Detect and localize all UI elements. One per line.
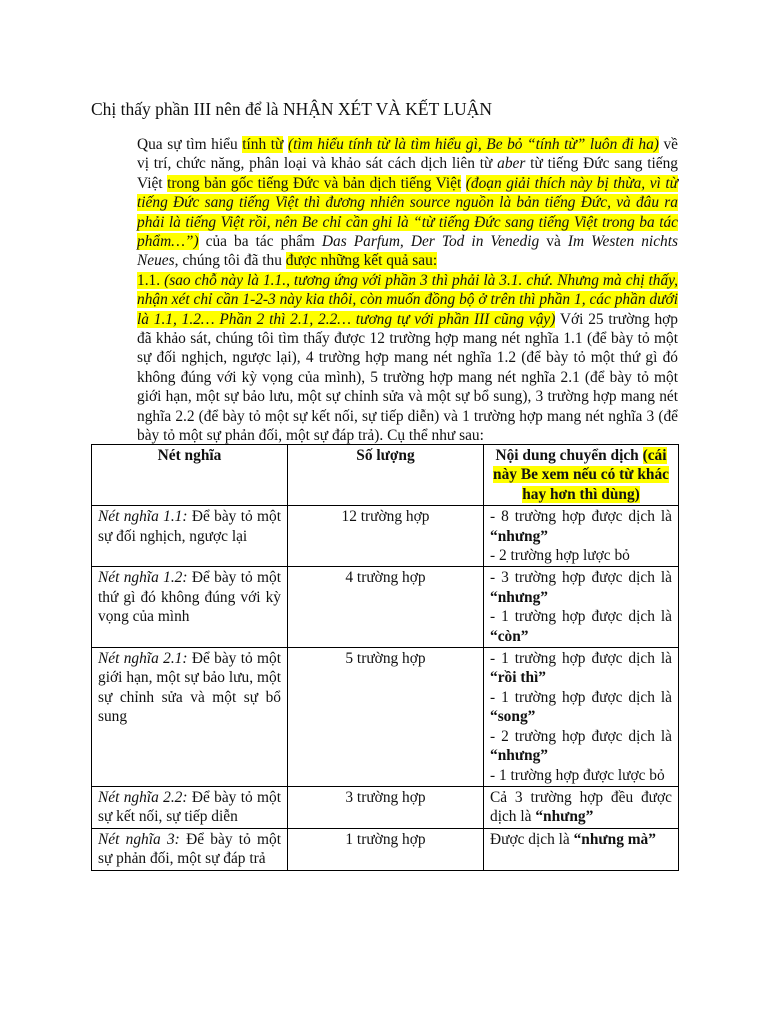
paragraph-results bbox=[91, 271, 678, 446]
intro-works-title-2: Im Westen nichts Neues bbox=[137, 233, 678, 270]
results-number: 1.1. bbox=[137, 271, 161, 289]
meaning-label: Nét nghĩa 1.1: bbox=[98, 508, 188, 526]
translation-term: “song” bbox=[490, 708, 536, 726]
translation-text: Cả 3 trường hợp đều được dịch là bbox=[490, 788, 672, 826]
intro-text-1: Qua sự tìm hiểu bbox=[137, 136, 243, 153]
header-count: Số lượng bbox=[288, 445, 484, 506]
header-translation-comment: (cái này Be xem nếu có từ khác hay hơn thì dùng) bbox=[493, 447, 669, 503]
translation-line: - 2 trường hợp lược bỏ bbox=[490, 547, 630, 565]
table-row bbox=[92, 828, 679, 870]
meaning-desc: Để bày tỏ một sự kết nối, sự tiếp diễn bbox=[98, 788, 281, 826]
table-row bbox=[92, 786, 679, 828]
translation-line bbox=[490, 649, 672, 688]
translation-cell bbox=[484, 786, 679, 828]
translation-term: “nhưng” bbox=[535, 808, 594, 826]
results-text: Với 25 trường hợp đã khảo sát, chúng tôi tìm thấy được 12 trường hợp mang nét nghĩa 1.1 (để bày tỏ một sự đối nghịch, ngược lại), 4 trường hợp mang nét nghĩa 1.2 (để bày tỏ một thứ gì đó không đúng với kỳ vọng của mình), 5 trường hợp mang nét nghĩa 2.1 (để bày tỏ một giới hạn, một sự bảo lưu, một sự chỉnh sửa và một sự bổ sung), 3 trường hợp mang nét nghĩa 2.2 (để bày tỏ một sự kết nối, sự tiếp diễn) và 1 trường hợp mang nét nghĩa 3 (để bày tỏ một sự phản đối, một sự đáp trả). Cụ thể như sau: bbox=[137, 310, 678, 445]
translation-term: “nhưng” bbox=[490, 527, 549, 545]
translation-text: - 2 trường hợp được dịch là bbox=[490, 727, 672, 745]
count-cell: 3 trường hợp bbox=[288, 786, 484, 828]
meaning-label: Nét nghĩa 3: bbox=[98, 830, 180, 848]
translation-line bbox=[490, 507, 672, 546]
translation-term: “nhưng” bbox=[490, 588, 549, 606]
count-cell: 1 trường hợp bbox=[288, 828, 484, 870]
meaning-desc: Để bày tỏ một thứ gì đó không đúng với kỳ vọng của mình bbox=[98, 569, 281, 626]
meaning-label: Nét nghĩa 1.2: bbox=[98, 569, 188, 587]
count-cell: 12 trường hợp bbox=[288, 506, 484, 567]
translation-text: - 1 trường hợp được dịch là bbox=[490, 650, 672, 668]
intro-text-6: , chúng tôi đã thu bbox=[174, 252, 286, 270]
translation-line bbox=[490, 568, 672, 607]
intro-text-5: và bbox=[539, 233, 568, 251]
results-comment: (sao chỗ này là 1.1., tương ứng với phần 3 thì phải là 3.1. chứ. Nhưng mà chị thấy, nhận xét chỉ cần 1-2-3 này kia thôi, còn muốn đồng bộ ở trên thì phần 1, các phần dưới là 1.1, 1.2… Phần 2 thì 2.1, 2.2… tương tự với phần III cũng vậy) bbox=[137, 271, 678, 328]
translation-line bbox=[490, 607, 672, 646]
section-heading: Chị thấy phần III nên để là NHẬN XÉT VÀ KẾT LUẬN bbox=[91, 99, 492, 119]
header-translation-space bbox=[639, 447, 643, 464]
meaning-label: Nét nghĩa 2.2: bbox=[98, 788, 188, 806]
intro-text-4: của ba tác phẩm bbox=[198, 233, 322, 251]
intro-works-title-1: Das Parfum, Der Tod in Venedig bbox=[321, 233, 540, 251]
translation-line bbox=[490, 688, 672, 727]
translation-term: “còn” bbox=[490, 627, 529, 645]
translation-cell bbox=[484, 567, 679, 648]
meaning-cell bbox=[92, 786, 288, 828]
intro-highlight-2: trong bản gốc tiếng Đức và bản dịch tiếng Việt bbox=[167, 174, 462, 192]
meaning-desc: Để bày tỏ một sự phản đối, một sự đáp trả bbox=[98, 830, 281, 868]
translation-text: - 8 trường hợp được dịch là bbox=[490, 508, 672, 526]
translation-text: Được dịch là bbox=[490, 830, 574, 848]
translation-line: - 1 trường hợp được lược bỏ bbox=[490, 766, 665, 784]
intro-term-aber: aber bbox=[497, 155, 526, 173]
translation-text: - 1 trường hợp được dịch là bbox=[490, 688, 672, 706]
meaning-cell bbox=[92, 567, 288, 648]
intro-text-2: về vị trí, chức năng, phân loại và khảo sát cách dịch liên từ bbox=[137, 136, 678, 173]
translation-text: - 3 trường hợp được dịch là bbox=[490, 569, 672, 587]
table-row bbox=[92, 648, 679, 787]
header-meaning: Nét nghĩa bbox=[92, 445, 288, 506]
table-row bbox=[92, 506, 679, 567]
meaning-table bbox=[91, 444, 679, 871]
intro-comment-2: (đoạn giải thích này bị thừa, vì từ tiếng Đức sang tiếng Việt thì đương nhiên source nguồn là bản tiếng Đức, và đâu ra phải là tiếng Việt rồi, nên Be chỉ cần ghi là “từ tiếng Đức sang tiếng Việt trong ba tác phẩm…”) bbox=[137, 174, 679, 251]
table-row bbox=[92, 567, 679, 648]
translation-term: “nhưng” bbox=[490, 747, 549, 765]
paragraph-intro bbox=[91, 135, 678, 271]
count-cell: 5 trường hợp bbox=[288, 648, 484, 787]
intro-comment-1: (tìm hiểu tính từ là tìm hiểu gì, Be bỏ “tính từ” luôn đi ha) bbox=[287, 136, 659, 153]
header-translation bbox=[484, 445, 679, 506]
meaning-cell bbox=[92, 828, 288, 870]
intro-text-3: từ tiếng Đức sang tiếng Việt bbox=[137, 155, 678, 192]
translation-term: “rồi thì” bbox=[490, 669, 547, 687]
table-header-row bbox=[92, 445, 679, 506]
meaning-cell bbox=[92, 506, 288, 567]
meaning-desc: Để bày tỏ một giới hạn, một sự bảo lưu, một sự chỉnh sửa và một sự bổ sung bbox=[98, 650, 281, 726]
intro-highlight-3: được những kết quả sau: bbox=[285, 252, 438, 270]
translation-line bbox=[490, 727, 672, 766]
translation-cell bbox=[484, 648, 679, 787]
translation-cell bbox=[484, 506, 679, 567]
header-translation-label: Nội dung chuyển dịch bbox=[495, 447, 639, 464]
meaning-label: Nét nghĩa 2.1: bbox=[98, 650, 188, 668]
meaning-cell bbox=[92, 648, 288, 787]
body-text bbox=[91, 135, 678, 446]
translation-term: “nhưng mà” bbox=[573, 830, 656, 848]
intro-highlight-1: tính từ bbox=[242, 136, 284, 153]
translation-cell bbox=[484, 828, 679, 870]
meaning-desc: Để bày tỏ một sự đối nghịch, ngược lại bbox=[98, 508, 281, 545]
count-cell: 4 trường hợp bbox=[288, 567, 484, 648]
translation-text: - 1 trường hợp được dịch là bbox=[490, 608, 672, 626]
